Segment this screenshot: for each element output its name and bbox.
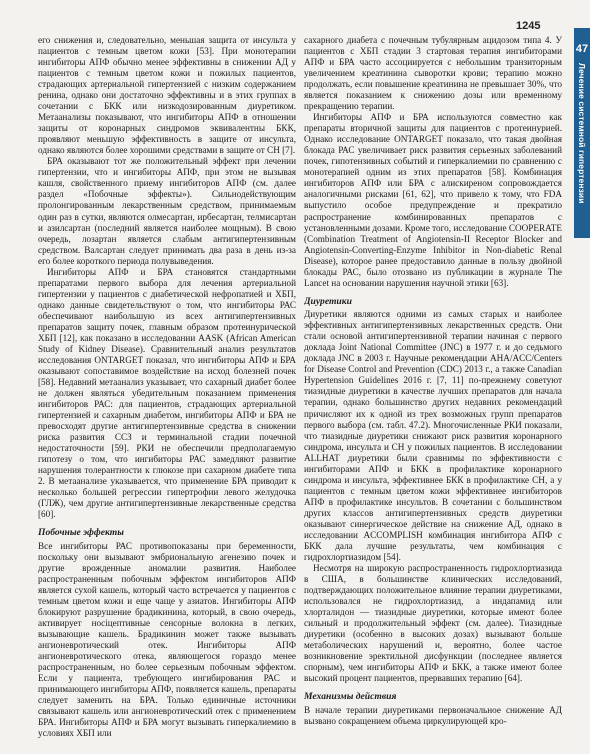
paragraph: БРА оказывают тот же положительный эффект при лечении гипертензии, что и ингибиторы АПФ, при этом не вызывая кашля, свойственного приему ингибиторов АПФ (см. далее раздел «Побочные эффекты»). Сильнодействующим пролонгированным лекарственным средством, принимаемым один раз в сутки, являются олмесартан, ирбесартан, телмисартан и азилсартан (последний является наиболее мощным). В свою очередь, лозартан является слабым антигипертензивным средством. Валсартан следует принимать два раза в день из-за его более короткого периода полувыведения. [38,156,296,266]
paragraph: Несмотря на широкую распространенность гидрохлортиазида в США, в большинстве клинических исследований, подтверждающих положительное влияние терапии диуретиками, использовался не гидрохлортиазид, а индапамид или хлорталидон — тиазидные диуретики, которые имеют более сильный и продолжительный эффект (см. далее). Тиазидные диуретики (особенно в высоких дозах) вызывают больше метаболических нарушений и, вероятно, более частое возникновение эректильной дисфункции (последнее является спорным), чем ингибиторы АПФ и БКК, а также имеют более высокий процент пациентов, прервавших терапию [64]. [304,562,562,684]
left-text-column [38,35,296,747]
running-section-title: Лечение системной гипертензии [577,63,587,204]
paragraph: Все ингибиторы РАС противопоказаны при беременности, поскольку они вызывают эмбриональную агенезию почек и другие врожденные аномалии развития. Наиболее распространенным побочным эффектом ингибиторов АПФ является сухой кашель, который часто встречается у пациентов с темным цветом кожи и еще чаще у азиатов. Ингибиторы АПФ блокируют разрушение брадикинина, который, в свою очередь, активирует нociцептивные сенсорные волокна в легких, вызывающие кашель. Брадикинин может также вызывать ангионевротический отек. Ингибиторы АПФ ангионевротического отека, являющегося гораздо менее распространенным, но более серьезным побочным эффектом. Если у пациента, требующего ингибирования РАС и принимающего ингибиторы АПФ, появляется кашель, препараты следует заменить на БРА. Только единичные источники связывают кашель или ангионевротический отек с применением БРА. Ингибиторы АПФ и БРА могут вызывать гиперкалиемию в условиях ХБП или [38,540,296,739]
chapter-number: 47 [575,43,589,55]
paragraph: его снижения и, следовательно, меньшая защита от инсульта у пациентов с темным цветом кожи [53]. При монотерапии ингибиторы АПФ обычно менее эффективны в снижении АД у пациентов с темным цветом кожи и пожилых пациентов, страдающих артериальной гипертензией с низким содержанием ренина, однако они достаточно эффективны и в этих группах в сочетании с БКК или низкодозированным диуретиком. Метаанализы показывают, что ингибиторы АПФ в отношении защиты от коронарных синдромов эквивалентны БКК, проявляют меньшую эффективность в защите от инсульта, однако являются более хорошими средствами в защите от СН [7]. [38,35,296,156]
right-text-column [304,35,562,747]
section-heading-side-effects: Побочные эффекты [38,527,124,539]
paragraph: Ингибиторы АПФ и БРА используются совместно как препараты вторичной защиты для пациентов с протеинурией. Однако исследование ONTARGET показало, что такая двойная блокада РАС увеличивает риск развития серьезных заболеваний почек, гипотензивных событий и гиперкалиемии по сравнению с монотерапией одним из этих препаратов [58]. Комбинация ингибиторов АПФ или БРА с алискиреном сопровождается аналогичными рисками [61, 62], что привело к тому, что FDA выпустило особое предупреждение и прекратило распространение комбинированных препаратов с установленными дозами. Кроме того, исследование COOPERATE (Combination Treatment of Angiotensin-II Receptor Blocker and Angiotensin-Converting-Enzyme Inhibitor in Non-diabetic Renal Disease), которое ранее предоставило данные в пользу двойной блокады РАС, было отозвано из публикации в журнале The Lancet на основании нарушения научной этики [63]. [304,112,562,288]
section-heading-mechanisms: Механизмы действия [304,691,397,703]
chapter-tab [574,28,590,238]
paragraph: Диуретики являются одними из самых старых и наиболее эффективных антигипертензивных лекарственных средств. Они стали основой антигипертензивной терапии начиная с первого доклада Joint National Committee (JNC) в 1977 г. и до седьмого доклада JNC в 2003 г. Научные рекомендации AHA/ACC/Centers for Disease Control and Prevention (CDC) 2013 г., а также Canadian Hypertension Guidelines 2016 г. [7, 11] по-прежнему советуют тиазидные диуретики в качестве лучших препаратов для начала терапии, однако большинство других недавних рекомендаций причисляют их к одной из трех возможных групп препаратов первого выбора (см. табл. 47.2). Многочисленные РКИ показали, что тиазидные диуретики снижают риск развития коронарного синдрома, инсульта и СН у пожилых пациентов. В исследовании ALLHAT диуретики были сравнимы по эффективности с ингибиторами АПФ и БКК в профилактике коронарного синдрома и инсульта, эффективнее БКК в профилактике СН, а у пациентов с темным цветом кожи эффективнее ингибиторов АПФ в профилактике инсультов. В сочетании с большинством других классов антигипертензивных средств диуретики оказывают синергическое действие на снижение АД, однако в исследовании ACCOMPLISH комбинация ингибитора АПФ с БКК дала лучшие результаты, чем комбинация с гидрохлортиазидом [54]. [304,309,562,562]
section-heading-diuretics: Диуретики [304,295,352,307]
paragraph: В начале терапии диуретиками первоначальное снижение АД вызвано сокращением объема циркулирующей кро- [304,704,562,726]
paragraph: сахарного диабета с почечным тубулярным ацидозом типа 4. У пациентов с ХБП стадии 3 стартовая терапия ингибиторами АПФ и БРА часто ассоциируется с небольшим транзиторным увеличением креатинина сыворотки крови; терапию можно продолжать, если повышение креатинина не превышает 30%, что является показанием к снижению дозы или временному прекращению терапии. [304,35,562,112]
paragraph: Ингибиторы АПФ и БРА становятся стандартными препаратами первого выбора для лечения артериальной гипертензии у пациентов с диабетической нефропатией и ХБП, однако данные свидетельствуют о том, что ингибиторы РАС обеспечивают наибольшую из всех антигипертензивных препаратов защиту почек, главным образом протеинурической ХБП [12], как показано в исследовании AASK (African American Study of Kidney Disease). Сравнительный анализ результатов исследования ONTARGET показал, что ингибиторы АПФ и БРА оказывают сопоставимое воздействие на исход болезней почек [58]. Недавний метаанализ указывает, что сахарный диабет более не должен являться убедительным показанием применения ингибиторов РАС: для пациентов, страдающих артериальной гипертензией и сахарным диабетом, ингибиторы АПФ и БРА не превосходят другие антигипертензивные средства в снижении риска развития ССЗ и терминальной стадии почечной недостаточности [59]. РКИ не обеспечили предполагаемую гипотезу о том, что ингибиторы РАС замедляют развитие нарушения толерантности к глюкозе при сахарном диабете типа 2. В метаанализе указывается, что применение БРА приводит к несколько большей регрессии гипертрофии левого желудочка (ГЛЖ), чем другие антигипертензивные лекарственные средства [60]. [38,266,296,520]
page-number: 1245 [516,20,541,32]
